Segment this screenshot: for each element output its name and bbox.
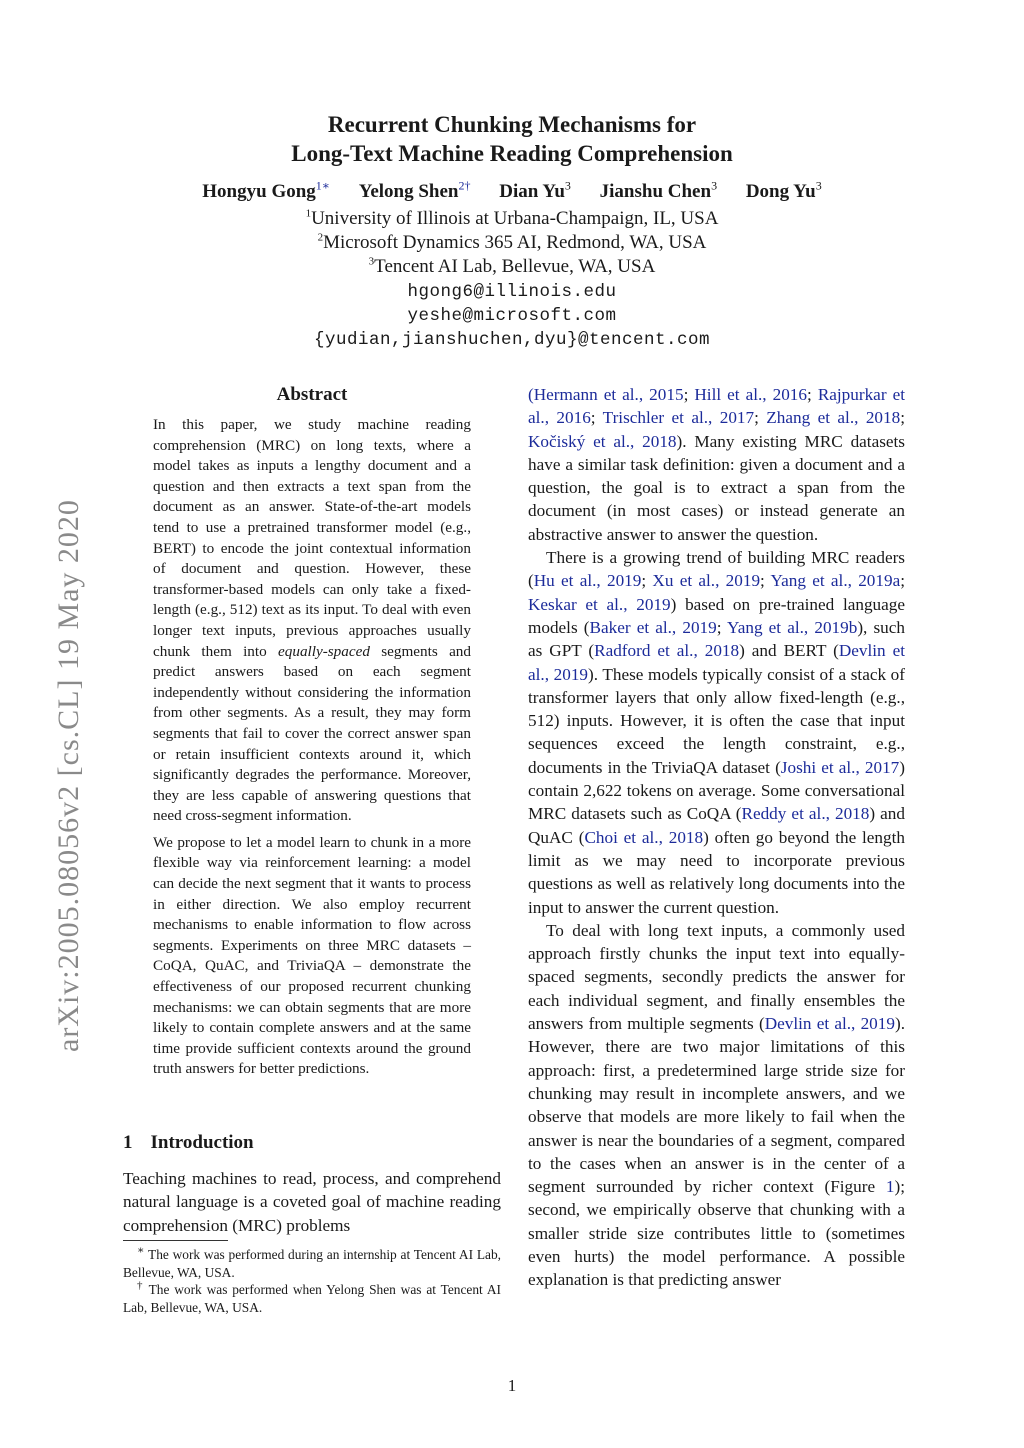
body-text: ), such as GPT ( xyxy=(528,617,905,661)
footnote: ∗ The work was performed during an internship at Tencent AI Lab, Bellevue, WA, USA. xyxy=(123,1244,501,1280)
citation-link[interactable]: Zhang et al., 2018 xyxy=(766,408,901,428)
footnote-rule xyxy=(123,1240,228,1241)
citation-link[interactable]: Radford et al., 2018 xyxy=(594,641,740,661)
body-paragraph xyxy=(528,546,905,919)
body-paragraph xyxy=(528,383,905,546)
body-text: ; xyxy=(754,408,767,428)
body-text: ; xyxy=(900,408,905,428)
citation-link[interactable]: Reddy et al., 2018 xyxy=(741,804,870,824)
body-text: ) and QuAC ( xyxy=(528,804,905,847)
arxiv-side-label: arXiv:2005.08056v2 [cs.CL] 19 May 2020 xyxy=(52,499,85,1052)
author: Yelong Shen$^{2\dagger}$ xyxy=(358,178,471,202)
citation-link[interactable]: Rajpurkar et al., 2016 xyxy=(528,385,905,428)
email: {yudian,jianshuchen,dyu}@tencent.com xyxy=(313,330,711,350)
email: hgong6@illinois.edu xyxy=(407,282,617,302)
citation-link[interactable]: Keskar et al., 2019 xyxy=(528,594,671,614)
citation-link[interactable]: Xu et al., 2019 xyxy=(652,571,761,591)
citation-link[interactable]: Yang et al., 2019a xyxy=(770,571,901,591)
abstract-body xyxy=(153,415,471,1080)
body-text: ) and BERT ( xyxy=(739,641,839,661)
abstract-heading: Abstract xyxy=(276,384,348,405)
body-text: ). Many existing MRC datasets have a similar task definition: given a document and a question, the goal is to extract a span from the document (in most cases) or instead generate an abstractive answer to answer the question. xyxy=(528,431,905,544)
body-text: There is a growing trend of building MRC readers ( xyxy=(528,548,905,591)
affiliation: $^3$Tencent AI Lab, Bellevue, WA, USA xyxy=(368,255,656,277)
right-column xyxy=(528,383,905,1292)
body-text: ). However, there are two major limitations of this approach: first, a predetermined large stride size for chunking may result in incomplete answers, and we observe that models are more likely to fail when the answer is near the boundaries of a segment, compared to the cases when an answer is in the center of a segment surrounded by richer context (Figure xyxy=(528,1014,905,1197)
title-line: Long-Text Machine Reading Comprehension xyxy=(291,141,733,166)
body-text: ) based on pre-trained language models ( xyxy=(528,594,905,637)
author: Dian Yu$^3$ xyxy=(499,178,571,202)
body-text: ; xyxy=(900,571,905,591)
body-text: ; xyxy=(683,385,695,404)
citation-link[interactable]: Hill et al., 2016 xyxy=(694,385,807,404)
body-text: To deal with long text inputs, a commonly used approach firstly chunks the input text into equally-spaced segments, secondly predicts the answer for each individual segment, and finally ensembles the answers from multiple segments ( xyxy=(528,920,905,1034)
intro-paragraph: Teaching machines to read, process, and comprehend natural language is a coveted goal of machine reading comprehension (MRC) problems xyxy=(123,1169,501,1235)
body-text: ; xyxy=(641,571,653,591)
citation-link[interactable]: Devlin et al., 2019 xyxy=(764,1014,895,1034)
citation-link[interactable]: Devlin et al., 2019 xyxy=(528,641,905,684)
body-text: ; xyxy=(760,571,771,591)
author-list xyxy=(0,178,1024,203)
body-text: ; xyxy=(716,617,728,637)
body-paragraph xyxy=(528,919,905,1292)
affiliation: $^2$Microsoft Dynamics 365 AI, Redmond, WA, USA xyxy=(317,231,707,253)
email: yeshe@microsoft.com xyxy=(407,306,617,326)
author: Jianshu Chen$^3$ xyxy=(599,178,718,202)
abstract-paragraph: We propose to let a model learn to chunk in a more flexible way via reinforcement learning: a model can decide the next segment that it wants to process in either direction. We also employ recurrent mechanisms to enable information to flow across segments. Experiments on three MRC datasets – CoQA, QuAC, and TriviaQA – demonstrate the effectiveness of our proposed recurrent chunking mechanisms: we can obtain segments that are more likely to contain complete answers and at the same time provide sufficient contexts around the ground truth answers for better predictions. xyxy=(153,833,471,1078)
body-text: ; xyxy=(590,408,603,428)
body-text: ; xyxy=(807,385,818,404)
body-text: ) often go beyond the length limit as we may need to incorporate previous questions as well as relatively long documents into the input to answer the current question. xyxy=(528,827,905,917)
citation-link[interactable]: Choi et al., 2018 xyxy=(584,827,704,847)
intro-left-column xyxy=(123,1167,501,1237)
citation-link[interactable]: Baker et al., 2019 xyxy=(589,617,717,637)
emails xyxy=(0,280,1024,352)
citation-link[interactable]: Yang et al., 2019b xyxy=(727,617,858,637)
citation-link[interactable]: Hu et al., 2019 xyxy=(533,571,642,591)
title-line: Recurrent Chunking Mechanisms for xyxy=(327,112,697,137)
citation-link[interactable]: (Hermann et al., 2015 xyxy=(528,385,684,404)
citation-link[interactable]: Trischler et al., 2017 xyxy=(602,408,755,428)
section-heading: 1 Introduction xyxy=(123,1132,254,1153)
footnote: † The work was performed when Yelong Shen was at Tencent AI Lab, Bellevue, WA, USA. xyxy=(123,1279,501,1315)
body-text: ); second, we empirically observe that chunking with a smaller stride size contributes little to (sometimes even hurts) the model performance. A possible explanation is that predicting answer xyxy=(528,1177,905,1290)
citation-link[interactable]: Kočiský et al., 2018 xyxy=(528,431,677,451)
abstract-paragraph: In this paper, we study machine reading comprehension (MRC) on long texts, where a model takes as inputs a lengthy document and a question and then extracts a text span from the document as an answer. State-of-the-art models tend to use a pretrained transformer model (e.g., BERT) to encode the joint contextual information of document and question. However, these transformer-based models can only take a fixed-length (e.g., 512) text as its input. To deal with even longer text inputs, previous approaches usually chunk them into equally-spaced segments and predict answers based on each segment independently without considering the information from other segments. As a result, they may form segments that fail to cover the correct answer span or retain insufficient contexts around it, which significantly degrades the performance. Moreover, they are less capable of answering questions that need cross-segment information. xyxy=(153,416,471,825)
author: Dong Yu$^3$ xyxy=(745,178,822,202)
affiliation: $^1$University of Illinois at Urbana-Champaign, IL, USA xyxy=(305,207,719,229)
author: Hongyu Gong$^{1∗}$ xyxy=(202,178,330,202)
paper-title xyxy=(0,110,1024,168)
body-text: ) contain 2,622 tokens on average. Some conversational MRC datasets such as CoQA ( xyxy=(528,757,905,824)
page-number: 1 xyxy=(507,1376,517,1395)
citation-link[interactable]: Joshi et al., 2017 xyxy=(780,757,900,777)
citation-link[interactable]: 1 xyxy=(885,1177,895,1197)
body-text: ). These models typically consist of a stack of transformer layers that only allow fixed-length (e.g., 512) inputs. However, it is often the case that input sequences exceed the length constraint, e.g., documents in the TriviaQA dataset ( xyxy=(528,664,905,777)
affiliations xyxy=(0,207,1024,279)
footnotes xyxy=(123,1246,501,1316)
